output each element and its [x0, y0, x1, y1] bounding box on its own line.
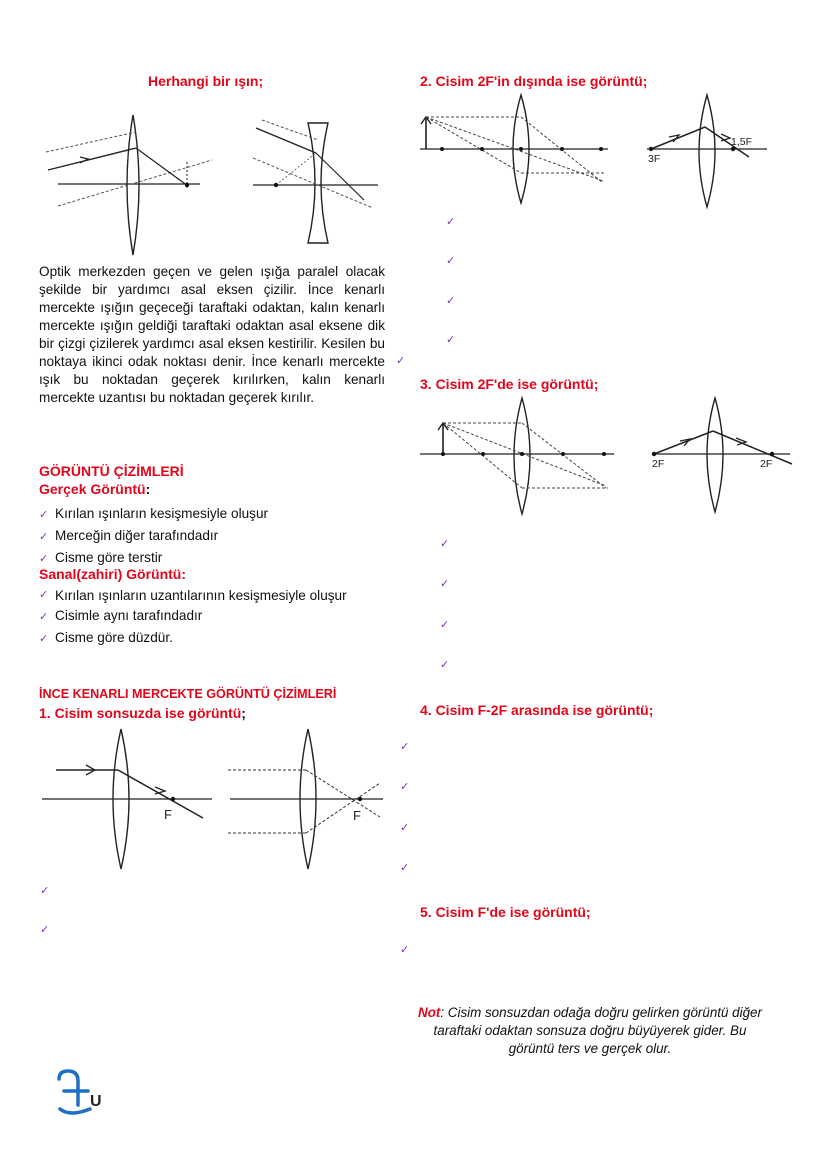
- figure-case2-ray-3f: [645, 93, 770, 211]
- check-icon: ✓: [400, 862, 410, 874]
- check-icon: ✓: [440, 538, 450, 550]
- list-item: ✓ Cisimle aynı tarafındadır: [39, 607, 385, 626]
- check-icon: ✓: [39, 611, 49, 623]
- check-icon: ✓: [446, 216, 456, 228]
- figure-object-infinity-ray: [40, 727, 215, 877]
- real-image-label: Gerçek Görüntü: [39, 481, 146, 497]
- check-icon: ✓: [396, 355, 406, 367]
- explanation-paragraph: Optik merkezden geçen ve gelen ışığa paralel olacak şekilde bir yardımcı asal eksen çizilir. İnce kenarlı mercekte ışığın geçeceği taraftaki odaktan, kalın kenarlı mercekte ışığın geldiği taraftaki odaktan asal eksene dik bir çizgi çizilerek yardımcı asal eksen kestirilir. Kesilen bu noktaya ikinci odak noktası denir. İnce kenarlı mercekte ışık bu noktadan geçerek kırılırken, kalın kenarlı mercekte uzantısı bu noktadan geçerek kırılır.: [39, 264, 385, 405]
- check-icon: ✓: [40, 885, 50, 897]
- section-title-image-drawings: GÖRÜNTÜ ÇİZİMLERİ: [39, 463, 184, 479]
- figure-case3-object-at-2f: [418, 396, 618, 516]
- check-icon: ✓: [39, 509, 49, 521]
- focus-label: F: [353, 808, 361, 823]
- figure-case2-object-beyond-2f: [418, 93, 613, 208]
- label-1-5f: 1,5F: [731, 136, 753, 148]
- virtual-image-title: Sanal(zahiri) Görüntü:: [39, 566, 186, 582]
- label-2f-right: 2F: [760, 458, 773, 470]
- figure-convex-lens-any-ray: [40, 110, 220, 260]
- check-icon: ✓: [446, 295, 456, 307]
- list-item: ✓ Kırılan ışınların uzantılarının kesişmesiyle oluşur: [39, 588, 347, 603]
- check-icon: ✓: [400, 944, 410, 956]
- figure-concave-lens-any-ray: [248, 118, 383, 250]
- case3-title: 3. Cisim 2F'de ise görüntü;: [420, 376, 599, 392]
- logo-letter: U: [90, 1093, 102, 1110]
- heading-any-ray: Herhangi bir ışın;: [148, 73, 264, 89]
- thin-lens-section-title: İNCE KENARLI MERCEKTE GÖRÜNTÜ ÇİZİMLERİ: [39, 687, 337, 701]
- check-icon: ✓: [440, 578, 450, 590]
- check-icon: ✓: [400, 822, 410, 834]
- real-image-title: [39, 481, 150, 497]
- virtual-image-list: [39, 587, 385, 648]
- case4-title: 4. Cisim F-2F arasında ise görüntü;: [420, 702, 654, 718]
- check-icon: ✓: [446, 255, 456, 267]
- real-image-list: [39, 505, 385, 568]
- real-image-colon: :: [145, 481, 151, 497]
- list-item: ✓ Cisme göre terstir: [39, 549, 385, 568]
- check-icon: ✓: [440, 619, 450, 631]
- check-icon: ✓: [39, 553, 49, 565]
- figure-object-infinity-beam: [228, 727, 388, 877]
- check-icon: ✓: [39, 531, 49, 543]
- label-2f-left: 2F: [652, 458, 665, 470]
- logo: [56, 1065, 104, 1117]
- check-icon: ✓: [39, 589, 49, 601]
- list-item: ✓ Cisme göre düzdür.: [39, 629, 385, 648]
- note-text: Not: Cisim sonsuzdan odağa doğru gelirken görüntü diğer taraftaki odaktan sonsuza doğru büyüyerek gider. Bu görüntü ters ve gerçek olur.: [418, 1005, 762, 1056]
- check-icon: ✓: [40, 924, 50, 936]
- case1-title: 1. Cisim sonsuzda ise görüntü;: [39, 705, 246, 721]
- figure-case3-ray-2f: [650, 396, 800, 514]
- label-3f: 3F: [648, 153, 661, 165]
- check-icon: ✓: [446, 334, 456, 346]
- check-icon: ✓: [400, 741, 410, 753]
- check-icon: ✓: [39, 633, 49, 645]
- list-item: ✓ Merceğin diğer tarafındadır: [39, 527, 385, 546]
- note-label: Not: [418, 1005, 441, 1020]
- case2-title: 2. Cisim 2F'in dışında ise görüntü;: [420, 73, 648, 89]
- check-icon: ✓: [400, 781, 410, 793]
- list-item: ✓ Kırılan ışınların kesişmesiyle oluşur: [39, 505, 385, 524]
- check-icon: ✓: [440, 659, 450, 671]
- case5-title: 5. Cisim F'de ise görüntü;: [420, 904, 591, 920]
- focus-label: F: [164, 807, 172, 822]
